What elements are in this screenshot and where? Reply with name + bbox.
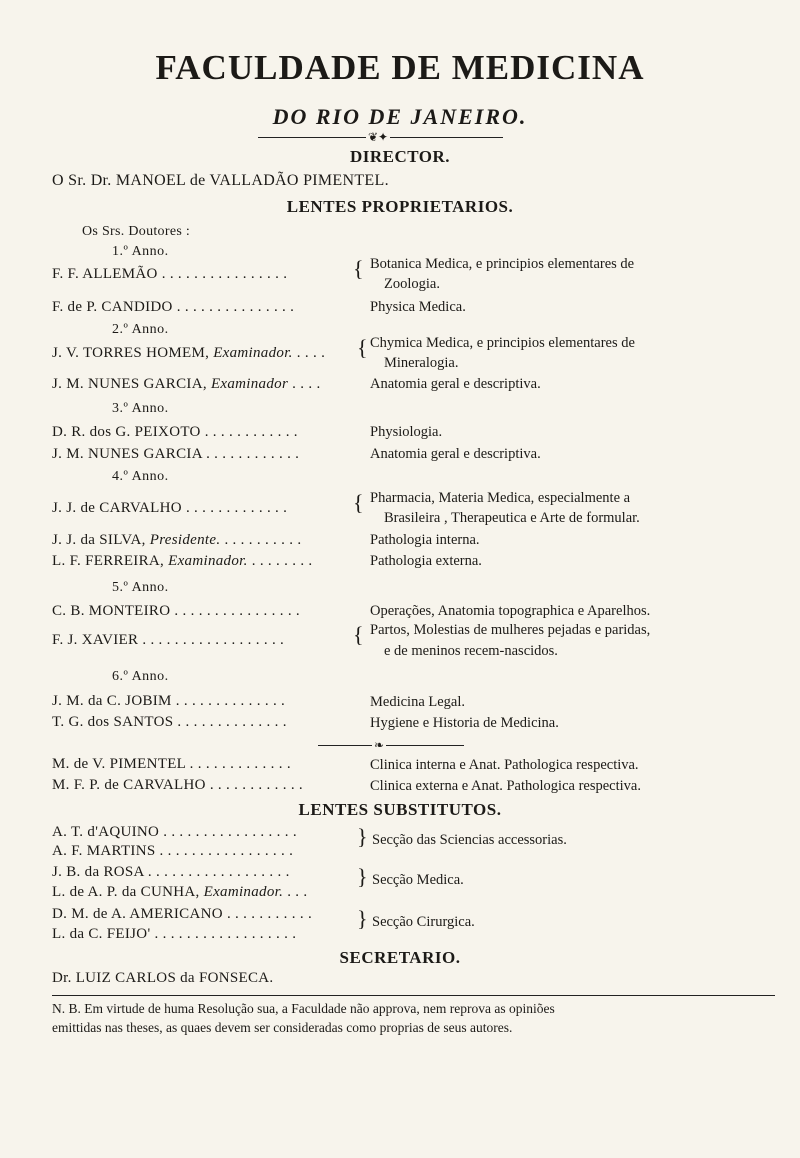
brace-icon: { [353, 490, 364, 515]
professor-name: L. F. FERREIRA, Examinador. . . . . . . . . [52, 553, 313, 569]
lentes-proprietarios-heading: LENTES PROPRIETARIOS. [286, 197, 514, 216]
ornament-icon: ❧ [374, 738, 385, 752]
professor-name: L. de A. P. da CUNHA, Examinador. . . . [52, 884, 308, 900]
professor-name: J. M. NUNES GARCIA . . . . . . . . . . . . [52, 446, 300, 462]
professor-name: F. J. XAVIER . . . . . . . . . . . . . . . . . . [52, 632, 285, 648]
professor-name: F. F. ALLEMÃO . . . . . . . . . . . . . . . . [52, 266, 288, 282]
subject: Clinica externa e Anat. Pathologica respectiva. [370, 778, 641, 794]
professor-name: J. J. da SILVA, Presidente. . . . . . . . . . . [52, 532, 302, 548]
professor-name: D. M. de A. AMERICANO . . . . . . . . . . . [52, 906, 312, 922]
professor-name: J. V. TORRES HOMEM, Examinador. . . . . [52, 345, 326, 361]
intro-text: Os Srs. Doutores : [82, 224, 191, 239]
brace-icon: { [357, 335, 368, 360]
subject-continued: Zoologia. [384, 276, 440, 292]
page-subtitle: DO RIO DE JANEIRO. [272, 104, 528, 129]
professor-name: J. J. de CARVALHO . . . . . . . . . . . . . [52, 500, 288, 516]
subject-continued: Mineralogia. [384, 355, 459, 371]
ornamental-rule [318, 745, 464, 746]
year-label: 1.º Anno. [112, 244, 169, 259]
brace-icon: } [357, 906, 368, 931]
professor-name: A. T. d'AQUINO . . . . . . . . . . . . . . . . . [52, 824, 297, 840]
year-label: 4.º Anno. [112, 469, 169, 484]
professor-name: M. de V. PIMENTEL . . . . . . . . . . . . . [52, 756, 291, 772]
subject: Anatomia geral e descriptiva. [370, 376, 541, 392]
subject: Botanica Medica, e principios elementares de [370, 256, 635, 272]
brace-icon: } [357, 824, 368, 849]
footnote-line: N. B. Em virtude de huma Resolução sua, a Faculdade não approva, nem reprova as opiniões [52, 1001, 555, 1016]
subject: Operações, Anatomia topographica e Aparelhos. [370, 603, 651, 619]
director-name: O Sr. Dr. MANOEL de VALLADÃO PIMENTEL. [52, 172, 389, 189]
brace-icon: { [353, 256, 364, 281]
lentes-substitutos-heading: LENTES SUBSTITUTOS. [298, 800, 502, 819]
brace-icon: } [357, 864, 368, 889]
footnote-rule [52, 995, 775, 996]
subject: Medicina Legal. [370, 694, 466, 710]
subject: Anatomia geral e descriptiva. [370, 446, 541, 462]
footnote-line: emittidas nas theses, as quaes devem ser consideradas como proprias de seus autores. [52, 1020, 513, 1035]
subject: Pharmacia, Materia Medica, especialmente a [370, 490, 631, 506]
year-label: 3.º Anno. [112, 401, 169, 416]
professor-name: C. B. MONTEIRO . . . . . . . . . . . . . . . . [52, 603, 300, 619]
professor-name: A. F. MARTINS . . . . . . . . . . . . . . . . . [52, 843, 294, 859]
subject: Physica Medica. [370, 299, 466, 315]
professor-name: D. R. dos G. PEIXOTO . . . . . . . . . . . . [52, 424, 298, 440]
page-title: FACULDADE DE MEDICINA [155, 48, 645, 87]
subject: Pathologia externa. [370, 553, 482, 569]
secretario-heading: SECRETARIO. [339, 948, 461, 967]
section-label: Secção Medica. [372, 872, 464, 888]
year-label: 2.º Anno. [112, 322, 169, 337]
secretario-name: Dr. LUIZ CARLOS da FONSECA. [52, 970, 274, 986]
professor-name: T. G. dos SANTOS . . . . . . . . . . . . . . [52, 714, 287, 730]
section-label: Secção das Sciencias accessorias. [372, 832, 567, 848]
ornament-icon: ❦✦ [368, 130, 389, 144]
professor-name: L. da C. FEIJO' . . . . . . . . . . . . . . . . . . [52, 926, 297, 942]
subject: Clinica interna e Anat. Pathologica respectiva. [370, 757, 639, 773]
section-label: Secção Cirurgica. [372, 914, 475, 930]
director-heading: DIRECTOR. [349, 147, 451, 166]
professor-name: J. M. da C. JOBIM . . . . . . . . . . . . . . [52, 693, 286, 709]
brace-icon: { [353, 622, 364, 647]
professor-name: F. de P. CANDIDO . . . . . . . . . . . . . . . [52, 299, 295, 315]
subject-continued: Brasileira , Therapeutica e Arte de formular. [384, 510, 640, 526]
subject: Chymica Medica, e principios elementares de [370, 335, 635, 351]
professor-name: J. M. NUNES GARCIA, Examinador . . . . [52, 376, 321, 392]
professor-name: J. B. da ROSA . . . . . . . . . . . . . . . . . . [52, 864, 290, 880]
subject: Physiologia. [370, 424, 443, 440]
subject: Hygiene e Historia de Medicina. [370, 715, 559, 731]
year-label: 5.º Anno. [112, 580, 169, 595]
year-label: 6.º Anno. [112, 669, 169, 684]
subject: Partos, Molestias de mulheres pejadas e paridas, [370, 622, 651, 638]
subject: Pathologia interna. [370, 532, 480, 548]
professor-name: M. F. P. de CARVALHO . . . . . . . . . . . . [52, 777, 303, 793]
subject-continued: e de meninos recem-nascidos. [384, 643, 558, 659]
